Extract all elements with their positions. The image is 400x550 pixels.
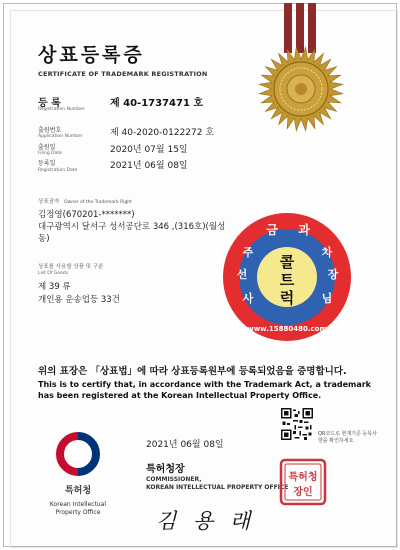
filing-label-english: Filing Date — [38, 151, 62, 156]
emblem-center-line2: 트 — [279, 271, 295, 289]
commissioner-title-english-line2: KOREAN INTELLECTUAL PROPERTY OFFICE — [146, 484, 289, 491]
goods-label-english: List Of Goods — [38, 271, 69, 276]
issue-date: 2021년 06월 08일 — [146, 440, 224, 450]
gold-seal-icon — [258, 46, 344, 132]
emblem-url: www.15880480.com — [247, 325, 327, 333]
owner-address-line1: 대구광역시 달서구 성서공단로 346 ,(316호)(월성 — [38, 222, 226, 232]
registration-date-label-english: Registration Date — [38, 168, 78, 173]
application-label: 출원번호 — [38, 127, 62, 134]
statement-english-line1: This is to certify that, in accordance with the Trademark Act, a trademark — [38, 380, 371, 389]
registration-label-english: Registration Number — [38, 107, 85, 112]
owner-label-korean: 상표권자 — [38, 199, 60, 205]
filing-date: 2020년 07월 15일 — [110, 145, 188, 155]
kipo-name-korean: 특허청 — [64, 486, 92, 496]
official-seal-icon — [279, 458, 327, 506]
emblem-center-line1: 콜 — [279, 253, 295, 271]
emblem-center-line3: 럭 — [279, 289, 295, 307]
statement-english-line2: has been registered at the Korean Intellectual Property Office. — [38, 391, 322, 400]
goods-class: 제 39 류 — [38, 282, 71, 292]
registration-label: 등 록 — [38, 98, 61, 109]
emblem-text-right-mid: 장 — [327, 268, 339, 281]
emblem-text-right-bottom: 님 — [321, 292, 333, 305]
seal-text-line1: 특허청 — [288, 472, 318, 483]
owner-name: 김정영(670201-*******) — [38, 210, 135, 220]
certificate-title-english: CERTIFICATE OF TRADEMARK REGISTRATION — [38, 70, 208, 78]
trademark-emblem — [222, 212, 352, 342]
registration-date-label: 등록일 — [38, 160, 56, 167]
kipo-logo-icon — [54, 430, 102, 478]
registration-number: 제 40-1737471 호 — [110, 98, 204, 109]
registration-date: 2021년 06월 08일 — [110, 161, 188, 171]
emblem-text-top-left: 금 — [266, 223, 278, 237]
commissioner-signature: 김 용 래 — [156, 509, 256, 533]
emblem-text-left-bottom: 사 — [242, 292, 254, 305]
owner-address-line2: 동) — [38, 234, 50, 244]
goods-item: 개인용 운송업등 33건 — [38, 295, 120, 305]
owner-label — [38, 197, 132, 205]
goods-label: 상표를 사용할 상품 및 구분 — [38, 264, 104, 270]
owner-label-english: Owner of the Trademark Right — [64, 200, 132, 205]
emblem-text-right-top: 차 — [321, 246, 333, 259]
kipo-name-english-line1: Korean Intellectual — [49, 501, 107, 508]
certificate-title: 상표등록증 — [38, 44, 145, 66]
seal-text-line2: 장인 — [293, 487, 313, 498]
emblem-text-left-mid: 선 — [236, 268, 248, 281]
qr-code-icon — [281, 408, 313, 440]
emblem-text-top-right: 과 — [298, 223, 310, 237]
emblem-text-left-top: 주 — [242, 246, 254, 259]
statement-korean: 위의 표장은 「상표법」에 따라 상표등록원부에 등록되었음을 증명합니다. — [38, 366, 347, 377]
application-label-english: Application Number — [38, 134, 83, 139]
application-number: 제 40-2020-0122272 호 — [110, 128, 215, 138]
commissioner-title-korean: 특허청장 — [146, 464, 185, 475]
filing-label: 출원일 — [38, 144, 56, 151]
kipo-name-english-line2: Property Office — [55, 509, 101, 516]
commissioner-title-english-line1: COMMISSIONER, — [146, 476, 202, 483]
qr-code-note: QR코드로 현재기준 등록사항을 확인하세요 — [318, 431, 377, 444]
